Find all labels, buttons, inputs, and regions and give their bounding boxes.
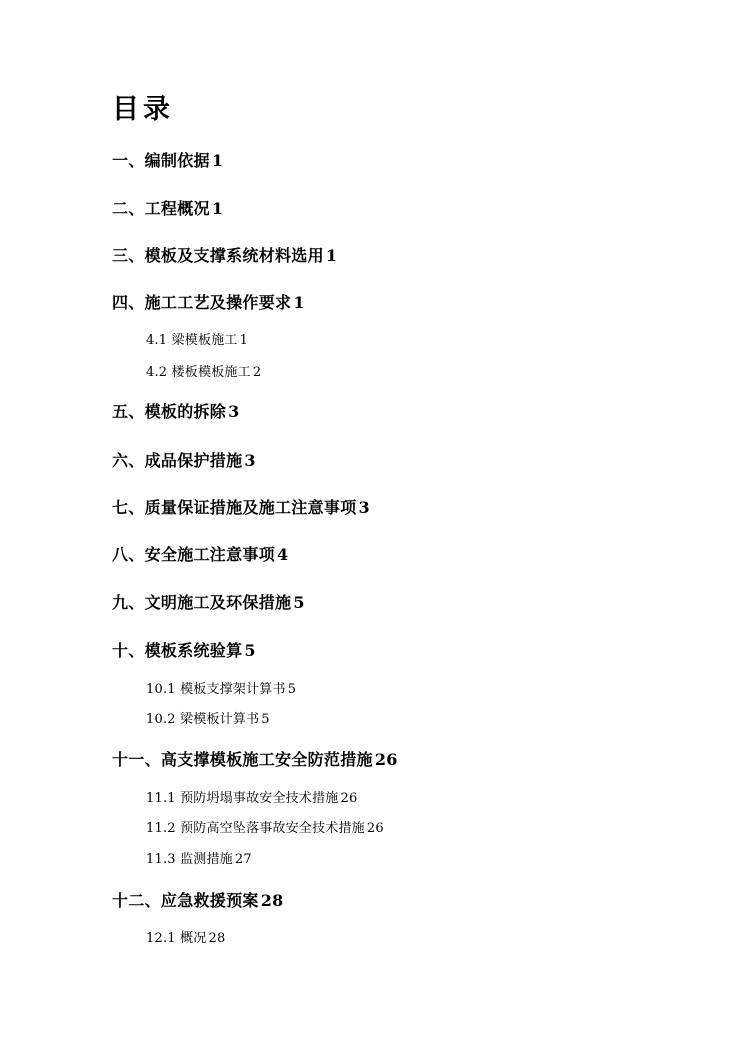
toc-entry-text: 高支撑模板施工安全防范措施: [160, 750, 373, 769]
toc-entry-number: 11.2: [146, 821, 181, 836]
toc-entry-page: 26: [366, 821, 384, 836]
toc-entry-page: 5: [293, 593, 305, 612]
toc-entry-page: 5: [287, 682, 297, 697]
toc-entry-text: 概况: [180, 931, 207, 946]
toc-entry-number: 10.2: [146, 712, 181, 727]
toc-entry-page: 1: [211, 151, 224, 170]
toc-entry-text: 成品保护措施: [144, 451, 243, 470]
toc-entry-page: 4: [277, 545, 289, 564]
toc-entry-number: 八、: [112, 545, 145, 564]
toc-entry[interactable]: [112, 592, 305, 614]
toc-entry-number: 七、: [112, 498, 145, 517]
toc-entry[interactable]: [112, 245, 337, 267]
toc-subentry[interactable]: [146, 332, 248, 350]
toc-entry-text: 梁模板计算书: [180, 712, 260, 727]
toc-subentry[interactable]: [146, 711, 270, 729]
toc-subentry[interactable]: [146, 364, 261, 382]
toc-entry-number: 三、: [112, 246, 145, 265]
toc-entry-page: 1: [325, 246, 338, 265]
toc-title: 目录: [112, 94, 174, 125]
toc-entry[interactable]: [112, 640, 256, 662]
toc-subentry[interactable]: [146, 681, 296, 699]
toc-entry[interactable]: [112, 450, 256, 472]
toc-entry[interactable]: [112, 749, 398, 771]
toc-entry-number: 四、: [112, 293, 145, 312]
toc-entry-number: 11.3: [146, 852, 181, 867]
toc-entry-page: 28: [208, 931, 226, 946]
toc-entry-text: 应急救援预案: [160, 891, 259, 910]
toc-entry-text: 模板支撑架计算书: [180, 682, 286, 697]
toc-entry-number: 十二、: [112, 891, 161, 910]
toc-entry-page: 26: [340, 791, 358, 806]
toc-entry-number: 4.2: [146, 365, 172, 380]
toc-subentry[interactable]: [146, 790, 357, 808]
toc-entry-number: 一、: [112, 151, 145, 170]
toc-entry[interactable]: [112, 401, 240, 423]
toc-entry-number: 二、: [112, 199, 145, 218]
toc-entry-text: 编制依据: [144, 151, 210, 170]
toc-entry[interactable]: [112, 890, 284, 912]
toc-entry[interactable]: [112, 544, 288, 566]
toc-entry-number: 九、: [112, 593, 145, 612]
toc-entry-page: 27: [234, 852, 252, 867]
toc-entry-text: 预防坍塌事故安全技术措施: [180, 791, 339, 806]
toc-entry-page: 28: [260, 891, 284, 910]
toc-entry-text: 梁模板施工: [171, 333, 238, 348]
toc-entry-number: 10.1: [146, 682, 181, 697]
toc-entry-number: 12.1: [146, 931, 181, 946]
toc-subentry[interactable]: [146, 820, 384, 838]
toc-entry-text: 模板及支撑系统材料选用: [144, 246, 324, 265]
toc-entry-text: 安全施工注意事项: [144, 545, 276, 564]
toc-entry-number: 11.1: [146, 791, 181, 806]
toc-subentry[interactable]: [146, 851, 252, 869]
toc-entry-text: 文明施工及环保措施: [144, 593, 292, 612]
toc-entry-text: 预防高空坠落事故安全技术措施: [180, 821, 365, 836]
toc-entry-text: 监测措施: [180, 852, 233, 867]
toc-entry[interactable]: [112, 497, 370, 519]
toc-entry-page: 5: [261, 712, 270, 727]
toc-entry-number: 4.1: [146, 333, 172, 348]
toc-entry[interactable]: [112, 150, 223, 172]
toc-subentry[interactable]: [146, 930, 225, 948]
toc-entry-text: 施工工艺及操作要求: [144, 293, 292, 312]
toc-entry[interactable]: [112, 198, 223, 220]
toc-entry-number: 五、: [112, 402, 145, 421]
toc-entry-number: 十一、: [112, 750, 161, 769]
toc-entry-page: 5: [244, 641, 256, 660]
toc-entry-text: 质量保证措施及施工注意事项: [144, 498, 357, 517]
toc-entry-page: 1: [239, 333, 249, 348]
toc-entry-text: 模板系统验算: [144, 641, 243, 660]
toc-entry-text: 楼板模板施工: [171, 365, 251, 380]
toc-entry-page: 1: [293, 293, 305, 312]
toc-entry-number: 六、: [112, 451, 145, 470]
toc-entry-page: 3: [228, 402, 240, 421]
toc-entry-page: 3: [244, 451, 256, 470]
toc-entry-text: 模板的拆除: [144, 402, 227, 421]
toc-entry-page: 26: [374, 750, 398, 769]
toc-entry[interactable]: [112, 292, 305, 314]
toc-entry-page: 1: [211, 199, 224, 218]
toc-entry-page: 2: [252, 365, 262, 380]
toc-entry-text: 工程概况: [144, 199, 210, 218]
toc-entry-page: 3: [358, 498, 370, 517]
toc-entry-number: 十、: [112, 641, 145, 660]
